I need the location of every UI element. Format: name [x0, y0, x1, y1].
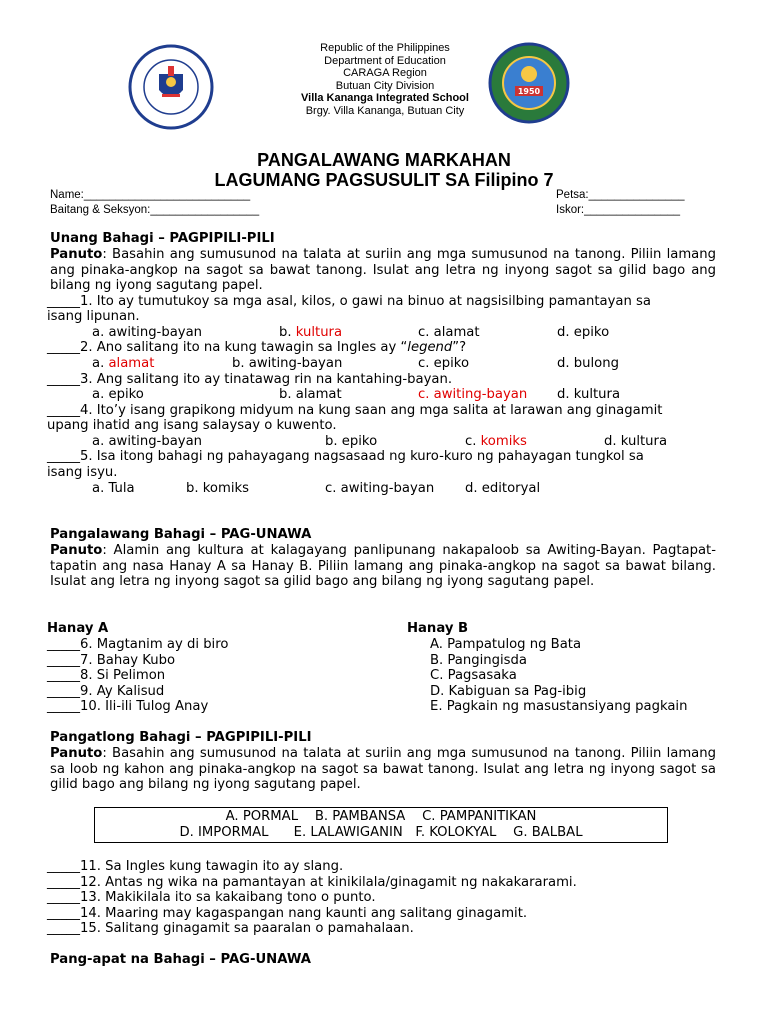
header-republic: Republic of the Philippines	[320, 42, 450, 54]
part3-item: _____14. Maaring may kagaspangan nang kaunti ang salitang ginagamit.	[47, 905, 528, 921]
hanay-b-item: C. Pagsasaka	[430, 668, 517, 683]
hanay-a-item: _____6. Magtanim ay di biro	[47, 637, 229, 652]
part3-item: _____13. Makikilala ito sa kakaibang tono o punto.	[47, 890, 376, 905]
exam-title	[100, 150, 668, 190]
q4-opt-a: a. awiting-bayan	[92, 434, 203, 449]
title-quarter: PANGALAWANG MARKAHAN	[257, 150, 511, 170]
q2-opt-c: c. epiko	[418, 356, 470, 371]
hanay-a-heading: Hanay A	[47, 621, 109, 636]
q1-opt-d: d. epiko	[557, 325, 610, 340]
choices-line-2: D. IMPORMAL E. LALAWIGANIN F. KOLOKYAL G. BALBAL	[179, 824, 583, 840]
q4-opt-c	[465, 434, 527, 450]
q3-opt-a: a. epiko	[92, 387, 144, 402]
header-division: Butuan City Division	[335, 79, 435, 92]
panuto-text: : Basahin ang sumusunod na talata at suriin ang mga sumusunod na tanong. Piliin lamang ang pinaka-angkop na sagot sa bawat tanong. Isulat ang letra ng inyong sagot sa gilid bago ang bilang ng iyong sagutang papel.	[50, 247, 716, 293]
hanay-b-item: A. Pampatulog ng Bata	[430, 637, 582, 652]
school-seal-year: 1950	[517, 87, 541, 96]
letterhead	[240, 42, 530, 118]
part3-item: _____15. Salitang ginagamit sa paaralan o pamahalaan.	[47, 921, 414, 936]
q5-opt-b: b. komiks	[186, 481, 250, 496]
header-department: Department of Education	[324, 54, 446, 67]
q2-text-pre: _____2. Ano salitang ito na kung tawagin sa Ingles ay “	[47, 340, 408, 355]
q5-opt-d: d. editoryal	[465, 481, 541, 496]
q1-opt-b-letter: b.	[279, 325, 296, 340]
hanay-b-item: D. Kabiguan sa Pag-ibig	[430, 683, 587, 699]
part4-heading: Pang-apat na Bahagi – PAG-UNAWA	[50, 952, 311, 967]
q5-opt-c: c. awiting-bayan	[325, 481, 435, 496]
panuto-label: Panuto	[50, 746, 103, 761]
q2-opt-b: b. awiting-bayan	[232, 356, 343, 371]
q1-opt-c: c. alamat	[418, 325, 480, 340]
q2-opt-d: d. bulong	[557, 356, 619, 371]
iskor-field[interactable]: Iskor:_______________	[556, 204, 681, 216]
q2-text-post: ”?	[452, 340, 467, 355]
q4-text: _____4. Ito’y isang grapikong midyum na kung saan ang mga salita at larawan ang ginagamit	[47, 403, 663, 418]
part3-item: _____12. Antas ng wika na pamantayan at kinikilala/ginagamit ng nakakararami.	[47, 874, 577, 890]
hanay-a-item: _____8. Si Pelimon	[47, 668, 166, 683]
header-region: CARAGA Region	[343, 67, 427, 80]
baitang-field[interactable]: Baitang & Seksyon:_________________	[50, 204, 260, 216]
hanay-b-item: E. Pagkain ng masustansiyang pagkain	[430, 699, 688, 714]
q1-opt-a: a. awiting-bayan	[92, 325, 203, 340]
panuto-label: Panuto	[50, 247, 103, 262]
q2-text	[47, 340, 466, 356]
q1-text-cont: isang lipunan.	[47, 309, 140, 324]
choices-line-1: A. PORMAL B. PAMBANSA C. PAMPANITIKAN	[225, 809, 537, 824]
panuto-text: : Basahin ang sumusunod na talata at suriin ang mga sumusunod na tanong. Piliin lamang sa loob ng kahon ang pinaka-angkop na sagot sa bawat tanong. Isulat ang letra ng inyong sagot sa gilid bago ang bilang ng iyong sagutang papel.	[50, 746, 716, 792]
q2-opt-a-letter: a.	[92, 356, 109, 371]
q4-opt-c-letter: c.	[465, 434, 481, 449]
part2-instructions	[50, 543, 716, 590]
hanay-a-item: _____10. Ili-ili Tulog Anay	[47, 699, 209, 714]
hanay-a-list	[47, 637, 228, 715]
name-field[interactable]: Name:__________________________	[50, 189, 251, 201]
petsa-field[interactable]: Petsa:_______________	[556, 189, 685, 201]
q3-text: _____3. Ang salitang ito ay tinatawag rin na kantahing-bayan.	[47, 372, 453, 387]
header-school: Villa Kananga Integrated School	[301, 92, 469, 105]
hanay-b-item: B. Pangingisda	[430, 652, 527, 668]
hanay-b-heading: Hanay B	[407, 621, 469, 636]
panuto-text: : Alamin ang kultura at kalagayang panlipunang nakapaloob sa Awiting-Bayan. Pagtapat-tapatin ang nasa Hanay A sa Hanay B. Piliin lamang ang pinaka-angkop na sagot sa bawat bilang. Isulat ang letra ng inyong sagot sa gilid bago ang bilang ng iyong sagutang papel.	[50, 543, 716, 589]
q5-text: _____5. Isa itong bahagi ng pahayagang nagsasaad ng kuro-kuro ng pahayagan tungkol sa	[47, 449, 644, 464]
hanay-a-item: _____7. Bahay Kubo	[47, 652, 176, 668]
header-address: Brgy. Villa Kananga, Butuan City	[305, 104, 465, 117]
part3-instructions	[50, 746, 716, 793]
q5-text-cont: isang isyu.	[47, 465, 118, 480]
hanay-b-list	[430, 637, 687, 715]
q4-text-cont: upang ihatid ang isang salaysay o kuwento.	[47, 418, 337, 433]
title-exam: LAGUMANG PAGSUSULIT SA Filipino 7	[214, 170, 554, 190]
deped-seal-logo	[128, 44, 214, 130]
q1-opt-b	[279, 325, 342, 341]
q1-opt-b-answer: kultura	[295, 325, 343, 340]
q4-opt-d: d. kultura	[604, 434, 668, 449]
q2-opt-a	[92, 356, 154, 372]
part3-heading: Pangatlong Bahagi – PAGPIPILI-PILI	[50, 730, 312, 745]
part1-instructions	[50, 247, 716, 294]
q1-text: _____1. Ito ay tumutukoy sa mga asal, kilos, o gawi na binuo at nagsisilbing pamantayan sa	[47, 294, 651, 309]
q3-opt-d: d. kultura	[557, 387, 621, 402]
panuto-label: Panuto	[50, 543, 103, 558]
q4-opt-c-answer: komiks	[480, 434, 527, 449]
part3-items	[47, 859, 577, 937]
q3-opt-b: b. alamat	[279, 387, 342, 402]
part2-heading: Pangalawang Bahagi – PAG-UNAWA	[50, 527, 312, 542]
q2-opt-a-answer: alamat	[108, 356, 155, 371]
part3-item: _____11. Sa Ingles kung tawagin ito ay slang.	[47, 859, 344, 874]
q2-text-em: legend	[407, 340, 453, 355]
hanay-a-item: _____9. Ay Kalisud	[47, 683, 165, 699]
choices-box	[94, 807, 668, 843]
q3-opt-c-answer: c. awiting-bayan	[418, 387, 528, 402]
part1-heading: Unang Bahagi – PAGPIPILI-PILI	[50, 231, 275, 246]
q4-opt-b: b. epiko	[325, 434, 378, 449]
q5-opt-a: a. Tula	[92, 481, 135, 496]
